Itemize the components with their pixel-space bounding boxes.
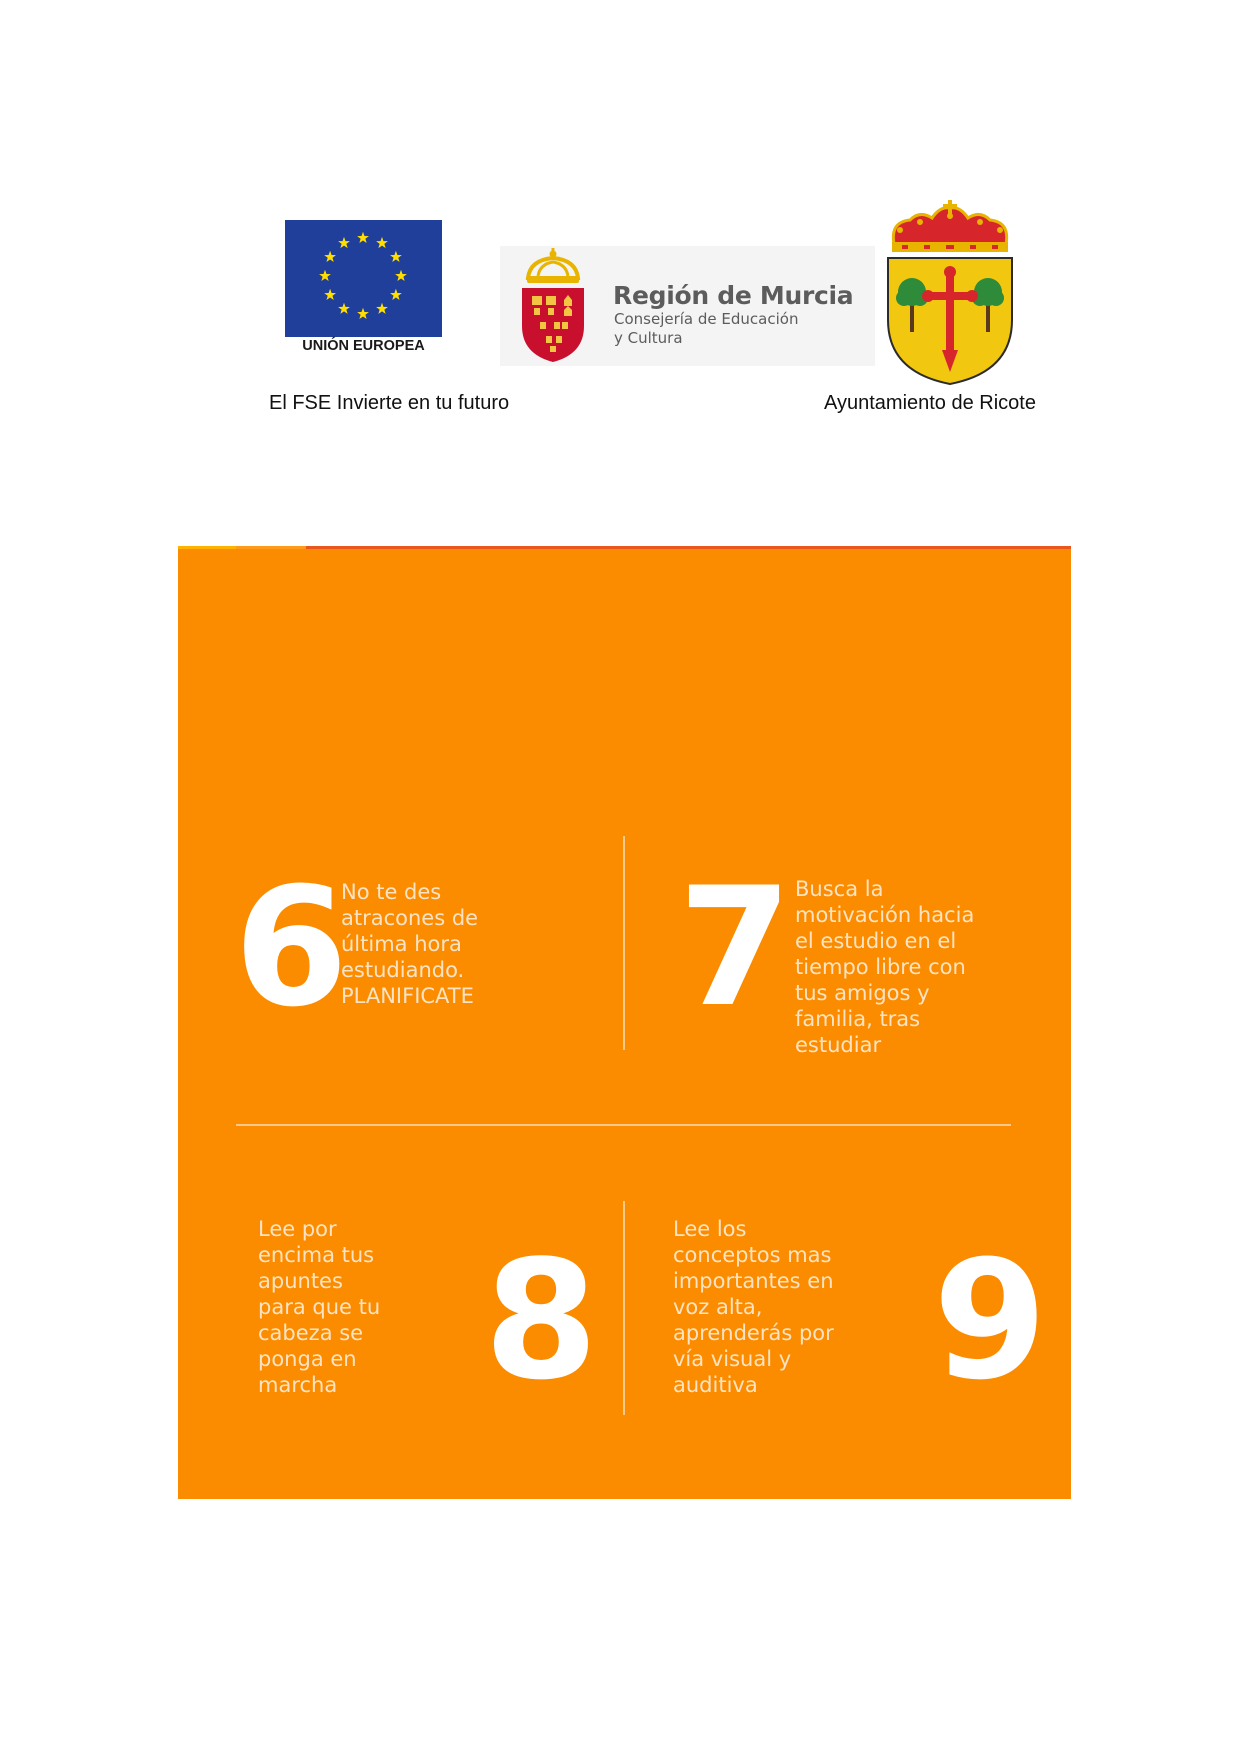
tip-7-line: tiempo libre con xyxy=(795,955,966,979)
tip-9-line: vía visual y xyxy=(673,1347,792,1371)
tip-6-line: atracones de xyxy=(341,906,479,930)
divider-vertical-top xyxy=(623,836,625,1050)
murcia-shield-icon xyxy=(516,248,590,364)
tip-8-line: marcha xyxy=(258,1373,338,1397)
eu-logo-label: UNIÓN EUROPEA xyxy=(302,338,425,354)
eu-flag-icon xyxy=(285,220,442,337)
tip-9-line: aprenderás por xyxy=(673,1321,834,1345)
tip-text-8 xyxy=(258,1216,380,1398)
tip-8-line: para que tu xyxy=(258,1295,381,1319)
divider-vertical-bottom xyxy=(623,1201,625,1415)
region-murcia-title: Región de Murcia xyxy=(613,281,854,310)
tip-7-line: estudiar xyxy=(795,1033,882,1057)
tip-number-9: 9 xyxy=(933,1225,1044,1416)
tip-7-line: tus amigos y xyxy=(795,981,930,1005)
tip-number-8: 8 xyxy=(484,1225,595,1416)
tip-9-line: importantes en xyxy=(673,1269,834,1293)
tip-9-line: Lee los xyxy=(673,1217,747,1241)
tip-text-9 xyxy=(673,1216,834,1398)
tip-7-line: familia, tras xyxy=(795,1007,921,1031)
eu-logo xyxy=(285,220,442,359)
tip-8-line: Lee por xyxy=(258,1217,337,1241)
divider-horizontal xyxy=(236,1124,1011,1126)
tip-text-7 xyxy=(795,876,974,1058)
region-murcia-subtitle-line2: y Cultura xyxy=(614,329,683,347)
tip-7-line: motivación hacia xyxy=(795,903,975,927)
tip-9-line: auditiva xyxy=(673,1373,758,1397)
tip-8-line: cabeza se xyxy=(258,1321,364,1345)
tip-6-line: última hora xyxy=(341,932,462,956)
study-tips-panel xyxy=(178,546,1071,1499)
tip-6-line: No te des xyxy=(341,880,442,904)
tip-number-6: 6 xyxy=(234,852,345,1043)
fse-caption: El FSE Invierte en tu futuro xyxy=(269,392,510,414)
ayuntamiento-caption: Ayuntamiento de Ricote xyxy=(824,392,1036,414)
tip-number-7: 7 xyxy=(678,852,789,1043)
tip-8-line: apuntes xyxy=(258,1269,343,1293)
panel-top-rule-accent-light xyxy=(236,546,306,549)
tip-7-line: Busca la xyxy=(795,877,884,901)
tip-6-line: estudiando. xyxy=(341,958,465,982)
region-murcia-logo xyxy=(500,246,875,366)
tip-8-line: ponga en xyxy=(258,1347,357,1371)
ricote-coat-of-arms-icon xyxy=(880,200,1020,386)
tip-9-line: conceptos mas xyxy=(673,1243,832,1267)
tip-8-line: encima tus xyxy=(258,1243,375,1267)
tip-text-6 xyxy=(341,879,478,1009)
tip-6-line: PLANIFICATE xyxy=(341,984,474,1008)
panel-top-rule xyxy=(178,546,1071,549)
panel-top-rule-accent xyxy=(178,546,236,549)
tip-7-line: el estudio en el xyxy=(795,929,957,953)
region-murcia-subtitle-line1: Consejería de Educación xyxy=(614,310,799,328)
tip-9-line: voz alta, xyxy=(673,1295,763,1319)
